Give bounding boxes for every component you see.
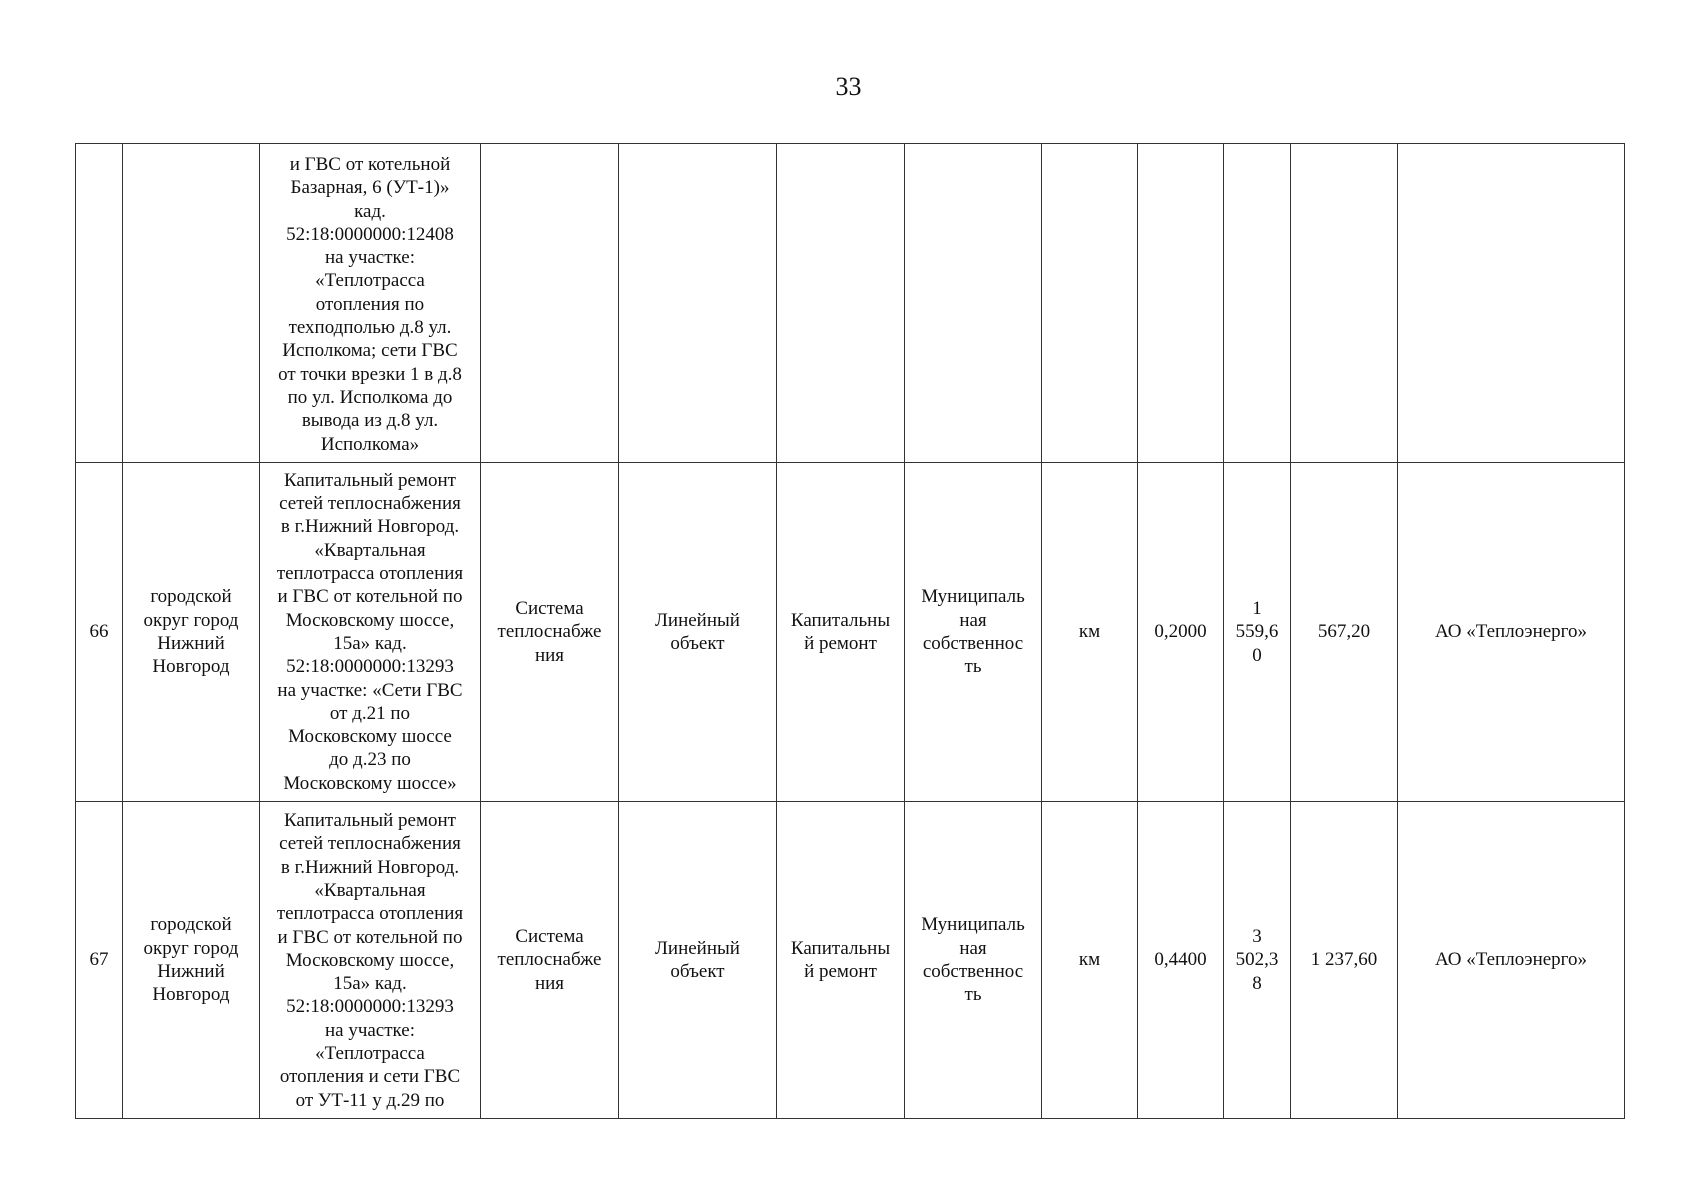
table-row <box>76 144 1625 463</box>
cost-cell: 3 502,3 8 <box>1224 802 1291 1119</box>
cost-cell: 1 559,6 0 <box>1224 462 1291 801</box>
district-cell: городской округ город Нижний Новгород <box>123 802 260 1119</box>
ownership-cell <box>905 144 1042 463</box>
unit-cell: км <box>1042 802 1138 1119</box>
table-row <box>76 802 1625 1119</box>
unit-cell <box>1042 144 1138 463</box>
object-type-cell: Линейный объект <box>619 462 777 801</box>
ownership-cell: Муниципаль ная собственнос ть <box>905 462 1042 801</box>
district-cell: городской округ город Нижний Новгород <box>123 462 260 801</box>
page-number: 33 <box>835 72 862 101</box>
length-cell: 0,4400 <box>1138 802 1224 1119</box>
row-number-cell: 67 <box>76 802 123 1119</box>
work-type-cell <box>777 144 905 463</box>
cost2-cell <box>1291 144 1398 463</box>
district-cell <box>123 144 260 463</box>
description-cell: Капитальный ремонт сетей теплоснабжения в г.Нижний Новгород. «Квартальная теплотрасса отопления и ГВС от котельной по Московскому шоссе, 15а» кад. 52:18:0000000:13293 на участке: «Теплотрасса отопления и сети ГВС от УТ-11 у д.29 по <box>260 802 481 1119</box>
work-type-cell: Капитальны й ремонт <box>777 462 905 801</box>
length-cell: 0,2000 <box>1138 462 1224 801</box>
cost2-cell: 567,20 <box>1291 462 1398 801</box>
organization-cell: АО «Теплоэнерго» <box>1398 462 1625 801</box>
cost2-cell: 1 237,60 <box>1291 802 1398 1119</box>
row-number-cell <box>76 144 123 463</box>
organization-cell <box>1398 144 1625 463</box>
organization-cell: АО «Теплоэнерго» <box>1398 802 1625 1119</box>
system-cell: Система теплоснабже ния <box>481 802 619 1119</box>
object-type-cell: Линейный объект <box>619 802 777 1119</box>
unit-cell: км <box>1042 462 1138 801</box>
cost-cell <box>1224 144 1291 463</box>
works-table <box>75 143 1625 1119</box>
length-cell <box>1138 144 1224 463</box>
row-number-cell: 66 <box>76 462 123 801</box>
work-type-cell: Капитальны й ремонт <box>777 802 905 1119</box>
system-cell <box>481 144 619 463</box>
description-cell: Капитальный ремонт сетей теплоснабжения в г.Нижний Новгород. «Квартальная теплотрасса отопления и ГВС от котельной по Московскому шоссе, 15а» кад. 52:18:0000000:13293 на участке: «Сети ГВС от д.21 по Московскому шоссе до д.23 по Московскому шоссе» <box>260 462 481 801</box>
ownership-cell: Муниципаль ная собственнос ть <box>905 802 1042 1119</box>
description-cell: и ГВС от котельной Базарная, 6 (УТ-1)» кад. 52:18:0000000:12408 на участке: «Теплотрасса отопления по техподполью д.8 ул. Исполкома; сети ГВС от точки врезки 1 в д.8 по ул. Исполкома до вывода из д.8 ул. Исполкома» <box>260 144 481 463</box>
system-cell: Система теплоснабже ния <box>481 462 619 801</box>
object-type-cell <box>619 144 777 463</box>
table-row <box>76 462 1625 801</box>
